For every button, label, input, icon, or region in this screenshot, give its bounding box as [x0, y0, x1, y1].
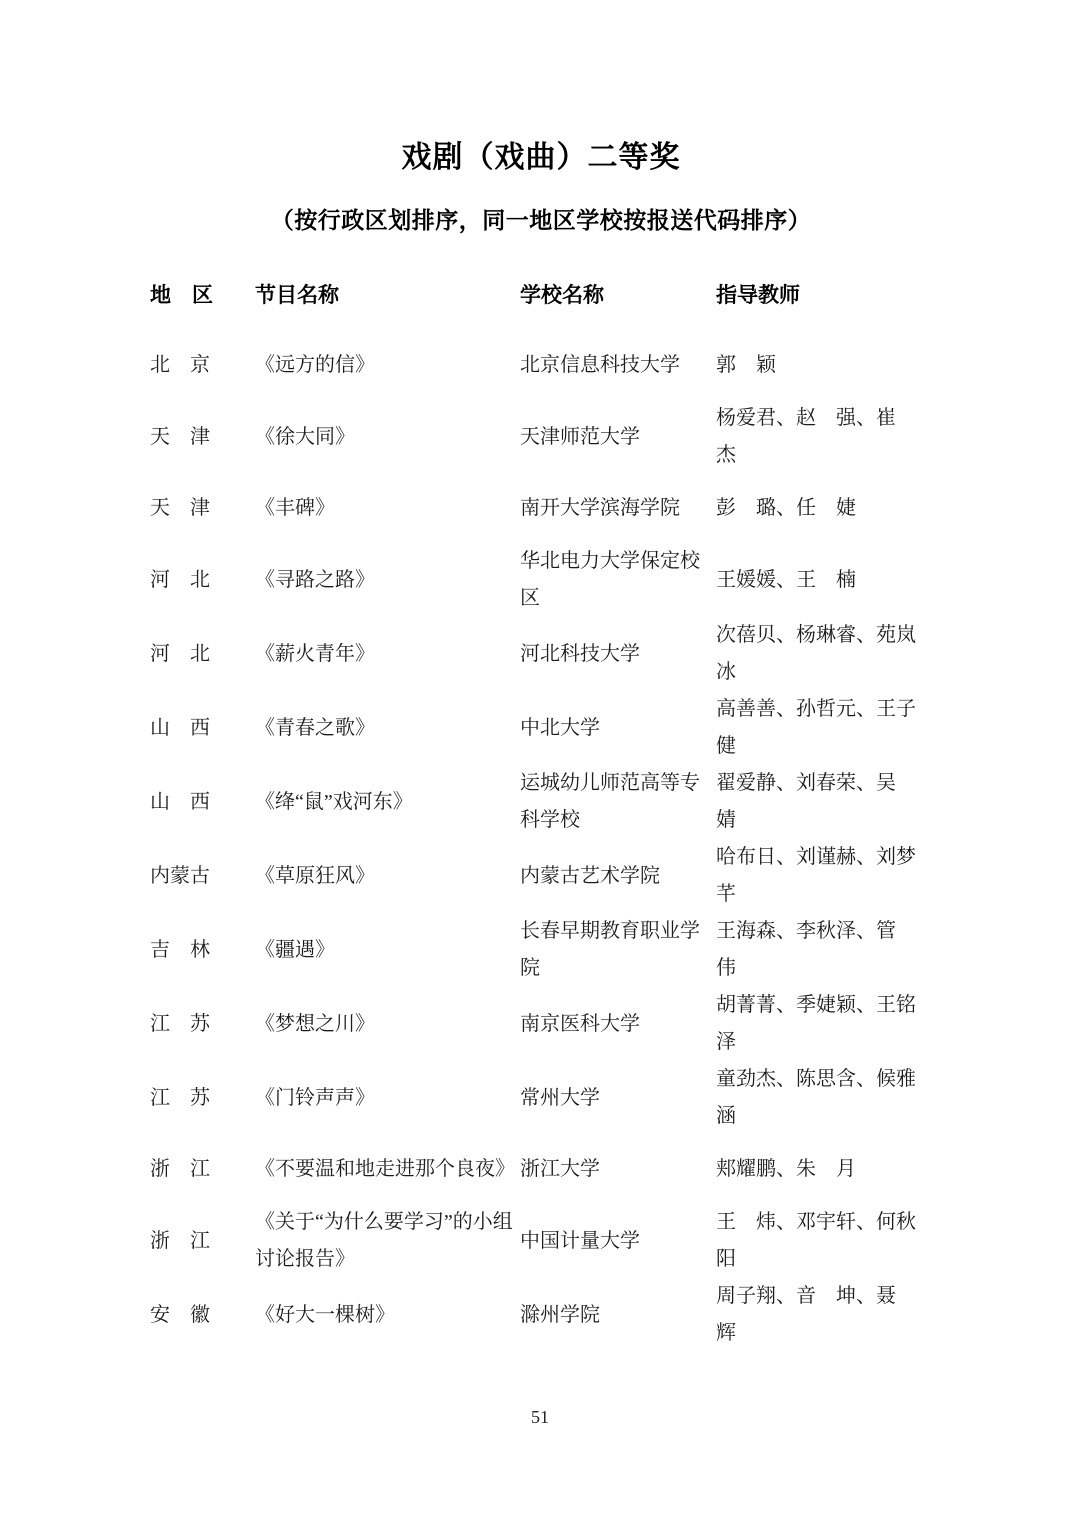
header-program: 节目名称 [255, 284, 339, 307]
program-cell: 《草原狂风》 [255, 864, 375, 887]
table-row [150, 765, 932, 839]
page-title: 戏剧（戏曲）二等奖 [401, 141, 681, 174]
school-cell: 运城幼儿师范高等专科学校 [520, 772, 700, 831]
region-cell: 北 京 [150, 354, 210, 376]
school-cell: 浙江大学 [520, 1158, 600, 1180]
school-cell: 河北科技大学 [520, 642, 640, 665]
program-cell: 《好大一棵树》 [255, 1303, 395, 1326]
teachers-cell: 杨爱君、赵 强、崔 杰 [716, 407, 916, 466]
teachers-cell: 王 炜、邓宇轩、何秋阳 [716, 1211, 916, 1270]
teachers-cell: 彭 璐、任 婕 [716, 497, 856, 519]
program-cell: 《寻路之路》 [255, 568, 375, 591]
teachers-cell: 胡菁菁、季婕颖、王铭泽 [716, 994, 916, 1053]
region-cell: 山 西 [150, 790, 210, 813]
table-row [150, 913, 932, 987]
teachers-cell: 郏耀鹏、朱 月 [716, 1158, 856, 1180]
table-row [150, 474, 932, 543]
region-cell: 河 北 [150, 642, 210, 665]
header-teachers: 指导教师 [716, 284, 800, 307]
table-row [150, 1061, 932, 1135]
region-cell: 吉 林 [150, 938, 210, 961]
table-row [150, 839, 932, 913]
table-row [150, 987, 932, 1061]
school-cell: 南京医科大学 [520, 1012, 640, 1035]
page-subtitle: （按行政区划排序，同一地区学校按报送代码排序） [270, 207, 812, 233]
teachers-cell: 周子翔、音 坤、聂 辉 [716, 1285, 916, 1344]
region-cell: 江 苏 [150, 1012, 210, 1035]
program-cell: 《关于“为什么要学习”的小组讨论报告》 [255, 1211, 513, 1270]
region-cell: 内蒙古 [150, 864, 210, 887]
region-cell: 江 苏 [150, 1086, 210, 1109]
program-cell: 《徐大同》 [255, 425, 355, 448]
teachers-cell: 高善善、孙哲元、王子健 [716, 698, 916, 757]
region-cell: 浙 江 [150, 1229, 210, 1252]
school-cell: 天津师范大学 [520, 425, 640, 448]
school-cell: 滁州学院 [520, 1303, 600, 1326]
program-cell: 《不要温和地走进那个良夜》 [255, 1158, 515, 1180]
table-header-row [150, 279, 932, 309]
region-cell: 河 北 [150, 568, 210, 591]
teachers-cell: 王海森、李秋泽、管 伟 [716, 920, 916, 979]
school-cell: 内蒙古艺术学院 [520, 864, 660, 887]
program-cell: 《丰碑》 [255, 497, 335, 519]
table-row [150, 1204, 932, 1278]
teachers-cell: 郭 颖 [716, 354, 776, 376]
table-row [150, 691, 932, 765]
teachers-cell: 童劲杰、陈思含、候雅涵 [716, 1068, 916, 1127]
teachers-cell: 王媛媛、王 楠 [716, 568, 856, 591]
table-row [150, 543, 932, 617]
region-cell: 浙 江 [150, 1158, 210, 1180]
region-cell: 安 徽 [150, 1303, 210, 1326]
table-row [150, 1278, 932, 1352]
region-cell: 天 津 [150, 497, 210, 519]
school-cell: 中北大学 [520, 716, 600, 739]
header-school: 学校名称 [520, 284, 604, 307]
program-cell: 《疆遇》 [255, 938, 335, 961]
region-cell: 天 津 [150, 425, 210, 448]
teachers-cell: 次蓓贝、杨琳睿、苑岚冰 [716, 624, 916, 683]
teachers-cell: 哈布日、刘谨赫、刘梦芊 [716, 846, 916, 905]
school-cell: 北京信息科技大学 [520, 354, 680, 376]
school-cell: 南开大学滨海学院 [520, 497, 680, 519]
school-cell: 常州大学 [520, 1086, 600, 1109]
program-cell: 《梦想之川》 [255, 1012, 375, 1035]
program-cell: 《薪火青年》 [255, 642, 375, 665]
table-row [150, 1135, 932, 1204]
table-row [150, 331, 932, 400]
page-number: 51 [531, 1407, 549, 1427]
program-cell: 《绛“鼠”戏河东》 [255, 790, 413, 813]
school-cell: 长春早期教育职业学院 [520, 920, 700, 979]
program-cell: 《门铃声声》 [255, 1086, 375, 1109]
school-cell: 中国计量大学 [520, 1229, 640, 1252]
program-cell: 《远方的信》 [255, 354, 375, 376]
table-row [150, 400, 932, 474]
document-content [150, 132, 932, 1352]
region-cell: 山 西 [150, 716, 210, 739]
program-cell: 《青春之歌》 [255, 716, 375, 739]
header-region: 地 区 [150, 284, 213, 307]
table-row [150, 617, 932, 691]
school-cell: 华北电力大学保定校区 [520, 550, 700, 609]
teachers-cell: 翟爱静、刘春荣、吴 婧 [716, 772, 916, 831]
